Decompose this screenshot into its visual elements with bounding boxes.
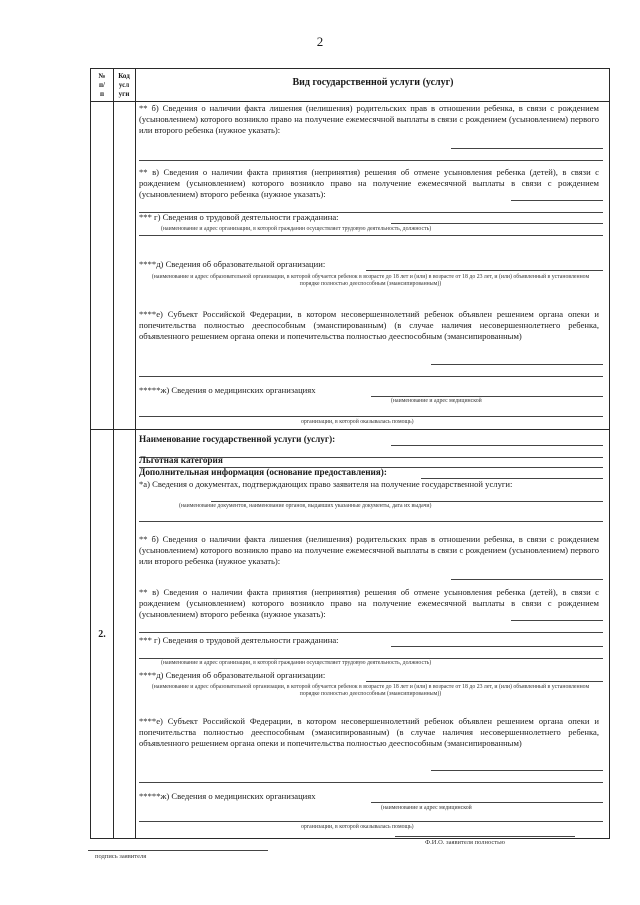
fill-line xyxy=(139,416,603,417)
fill-line xyxy=(511,200,603,201)
fill-line xyxy=(451,579,603,580)
page-number: 2 xyxy=(316,34,324,49)
fill-line xyxy=(139,658,603,659)
fill-line xyxy=(211,501,603,502)
column-divider xyxy=(135,69,136,838)
s1-item-zh: *****ж) Сведения о медицинских организациях xyxy=(139,385,316,395)
s2-item-zh: *****ж) Сведения о медицинских организациях xyxy=(139,791,316,801)
fill-line xyxy=(511,620,603,621)
fill-line xyxy=(391,223,603,224)
header-title: Вид государственной услуги (услуг) xyxy=(292,77,454,88)
s1-item-d: ****д) Сведения об образовательной организации: xyxy=(139,259,326,269)
s1-item-b: ** б) Сведения о наличии факта лишения (нелишения) родительских прав в отношении ребенка, в связи с рождением (усыновлением) которого возникло право на получение ежемесячной выплаты в связи с рождением (усыновлением) первого или второго ребенка (нужное указать): xyxy=(139,103,599,135)
fill-line xyxy=(139,632,603,633)
s1-caption-d: (наименование и адрес образовательной организации, в которой обучается ребенок в возрасте до 18 лет и (или) в возрасте от 18 до 23 лет, и (или) объявленный в установленном порядке полностью дееспособным (эмансипированным)) xyxy=(151,274,590,287)
fill-line xyxy=(139,376,603,377)
header-divider xyxy=(91,101,609,102)
fio-line xyxy=(395,836,575,837)
s2-item-d: ****д) Сведения об образовательной организации: xyxy=(139,670,326,680)
fill-line xyxy=(431,770,603,771)
fill-line xyxy=(431,364,603,365)
service-name-label: Наименование государственной услуги (услуг): xyxy=(139,434,336,444)
s2-caption-zh2: организации, в которой оказывалась помощь) xyxy=(301,824,414,830)
fill-line xyxy=(139,782,603,783)
s2-item-b: ** б) Сведения о наличии факта лишения (нелишения) родительских прав в отношении ребенка, в связи с рождением (усыновлением) которого возникло право на получение ежемесячной выплаты в связи с рождением (усыновлением) первого или второго ребенка (нужное указать): xyxy=(139,534,599,566)
signature-caption: подпись заявителя xyxy=(95,853,147,860)
fill-line xyxy=(139,521,603,522)
fill-line xyxy=(366,681,603,682)
extra-info-label: Дополнительная информация (основание предоставления): xyxy=(139,467,387,477)
header-col-number: № п/ п xyxy=(98,72,106,98)
form-table xyxy=(90,68,610,839)
column-divider xyxy=(113,69,114,838)
fill-line xyxy=(371,396,603,397)
fill-line xyxy=(371,802,603,803)
s1-caption-zh: (наименование и адрес медицинской xyxy=(391,398,482,404)
section-divider xyxy=(91,429,609,430)
fill-line xyxy=(139,160,603,161)
fill-line xyxy=(391,646,603,647)
s2-caption-zh: (наименование и адрес медицинской xyxy=(381,805,472,811)
row-number: 2. xyxy=(98,629,106,640)
fio-caption: Ф.И.О. заявителя полностью xyxy=(425,839,505,846)
s1-caption-g: (наименование и адрес организации, в которой гражданин осуществляет трудовую деятельность, должность) xyxy=(161,226,432,232)
s1-item-v: ** в) Сведения о наличии факта принятия (непринятия) решения об отмене усыновления ребенка (детей), в связи с рождением (усыновлением) которого возникло право на получение ежемесячной выплаты в связи с рождением (усыновлением) второго ребенка (нужное указать): xyxy=(139,167,599,199)
fill-line xyxy=(139,235,603,236)
fill-line xyxy=(391,445,603,446)
s1-item-e: ****е) Субъект Российской Федерации, в котором несовершеннолетний ребенок объявлен решением органа опеки и попечительства полностью дееспособным (эманспированным) (в случае наличия несовершеннолетнего ребенка, объявленного решением органа опеки и попечительства полностью дееспособным (эмансипированным) xyxy=(139,309,599,341)
s2-item-g: *** г) Сведения о трудовой деятельности гражданина: xyxy=(139,635,339,645)
s2-item-v: ** в) Сведения о наличии факта принятия (непринятия) решения об отмене усыновления ребенка (детей), в связи с рождением (усыновлением) которого возникло право на получение ежемесячной выплаты в связи с рождением (усыновлением) второго ребенка (нужное указать): xyxy=(139,587,599,619)
signature-line xyxy=(88,850,268,851)
s2-caption-a: (наименование документов, наименование органов, выдавших указанные документы, дата их выдачи) xyxy=(179,503,432,509)
s2-caption-g: (наименование и адрес организации, в которой гражданин осуществляет трудовую деятельность, должность) xyxy=(161,660,432,666)
header-col-code: Код усл уги xyxy=(118,72,130,98)
s2-item-e: ****е) Субъект Российской Федерации, в котором несовершеннолетний ребенок объявлен решением органа опеки и попечительства полностью дееспособным (эмансипированным) (в случае наличия несовершеннолетнего ребенка, объявленного решением органа опеки и попечительства полностью дееспособным (эмансипированным) xyxy=(139,716,599,748)
fill-line xyxy=(366,270,603,271)
s2-item-a: *а) Сведения о документах, подтверждающих право заявителя на получение государственной услуги: xyxy=(139,479,513,489)
fill-line xyxy=(451,148,603,149)
s1-item-g: *** г) Сведения о трудовой деятельности гражданина: xyxy=(139,212,339,222)
category-label: Льготная категория xyxy=(139,455,223,465)
s2-caption-d: (наименование и адрес образовательной организации, в которой обучается ребенок в возрасте до 18 лет и (или) в возрасте от 18 до 23 лет, и (или) объявленный в установленном порядке полностью дееспособным (эмансипированным)) xyxy=(151,684,590,697)
s1-caption-zh2: организации, в которой оказывалась помощь) xyxy=(301,419,414,425)
fill-line xyxy=(139,821,603,822)
